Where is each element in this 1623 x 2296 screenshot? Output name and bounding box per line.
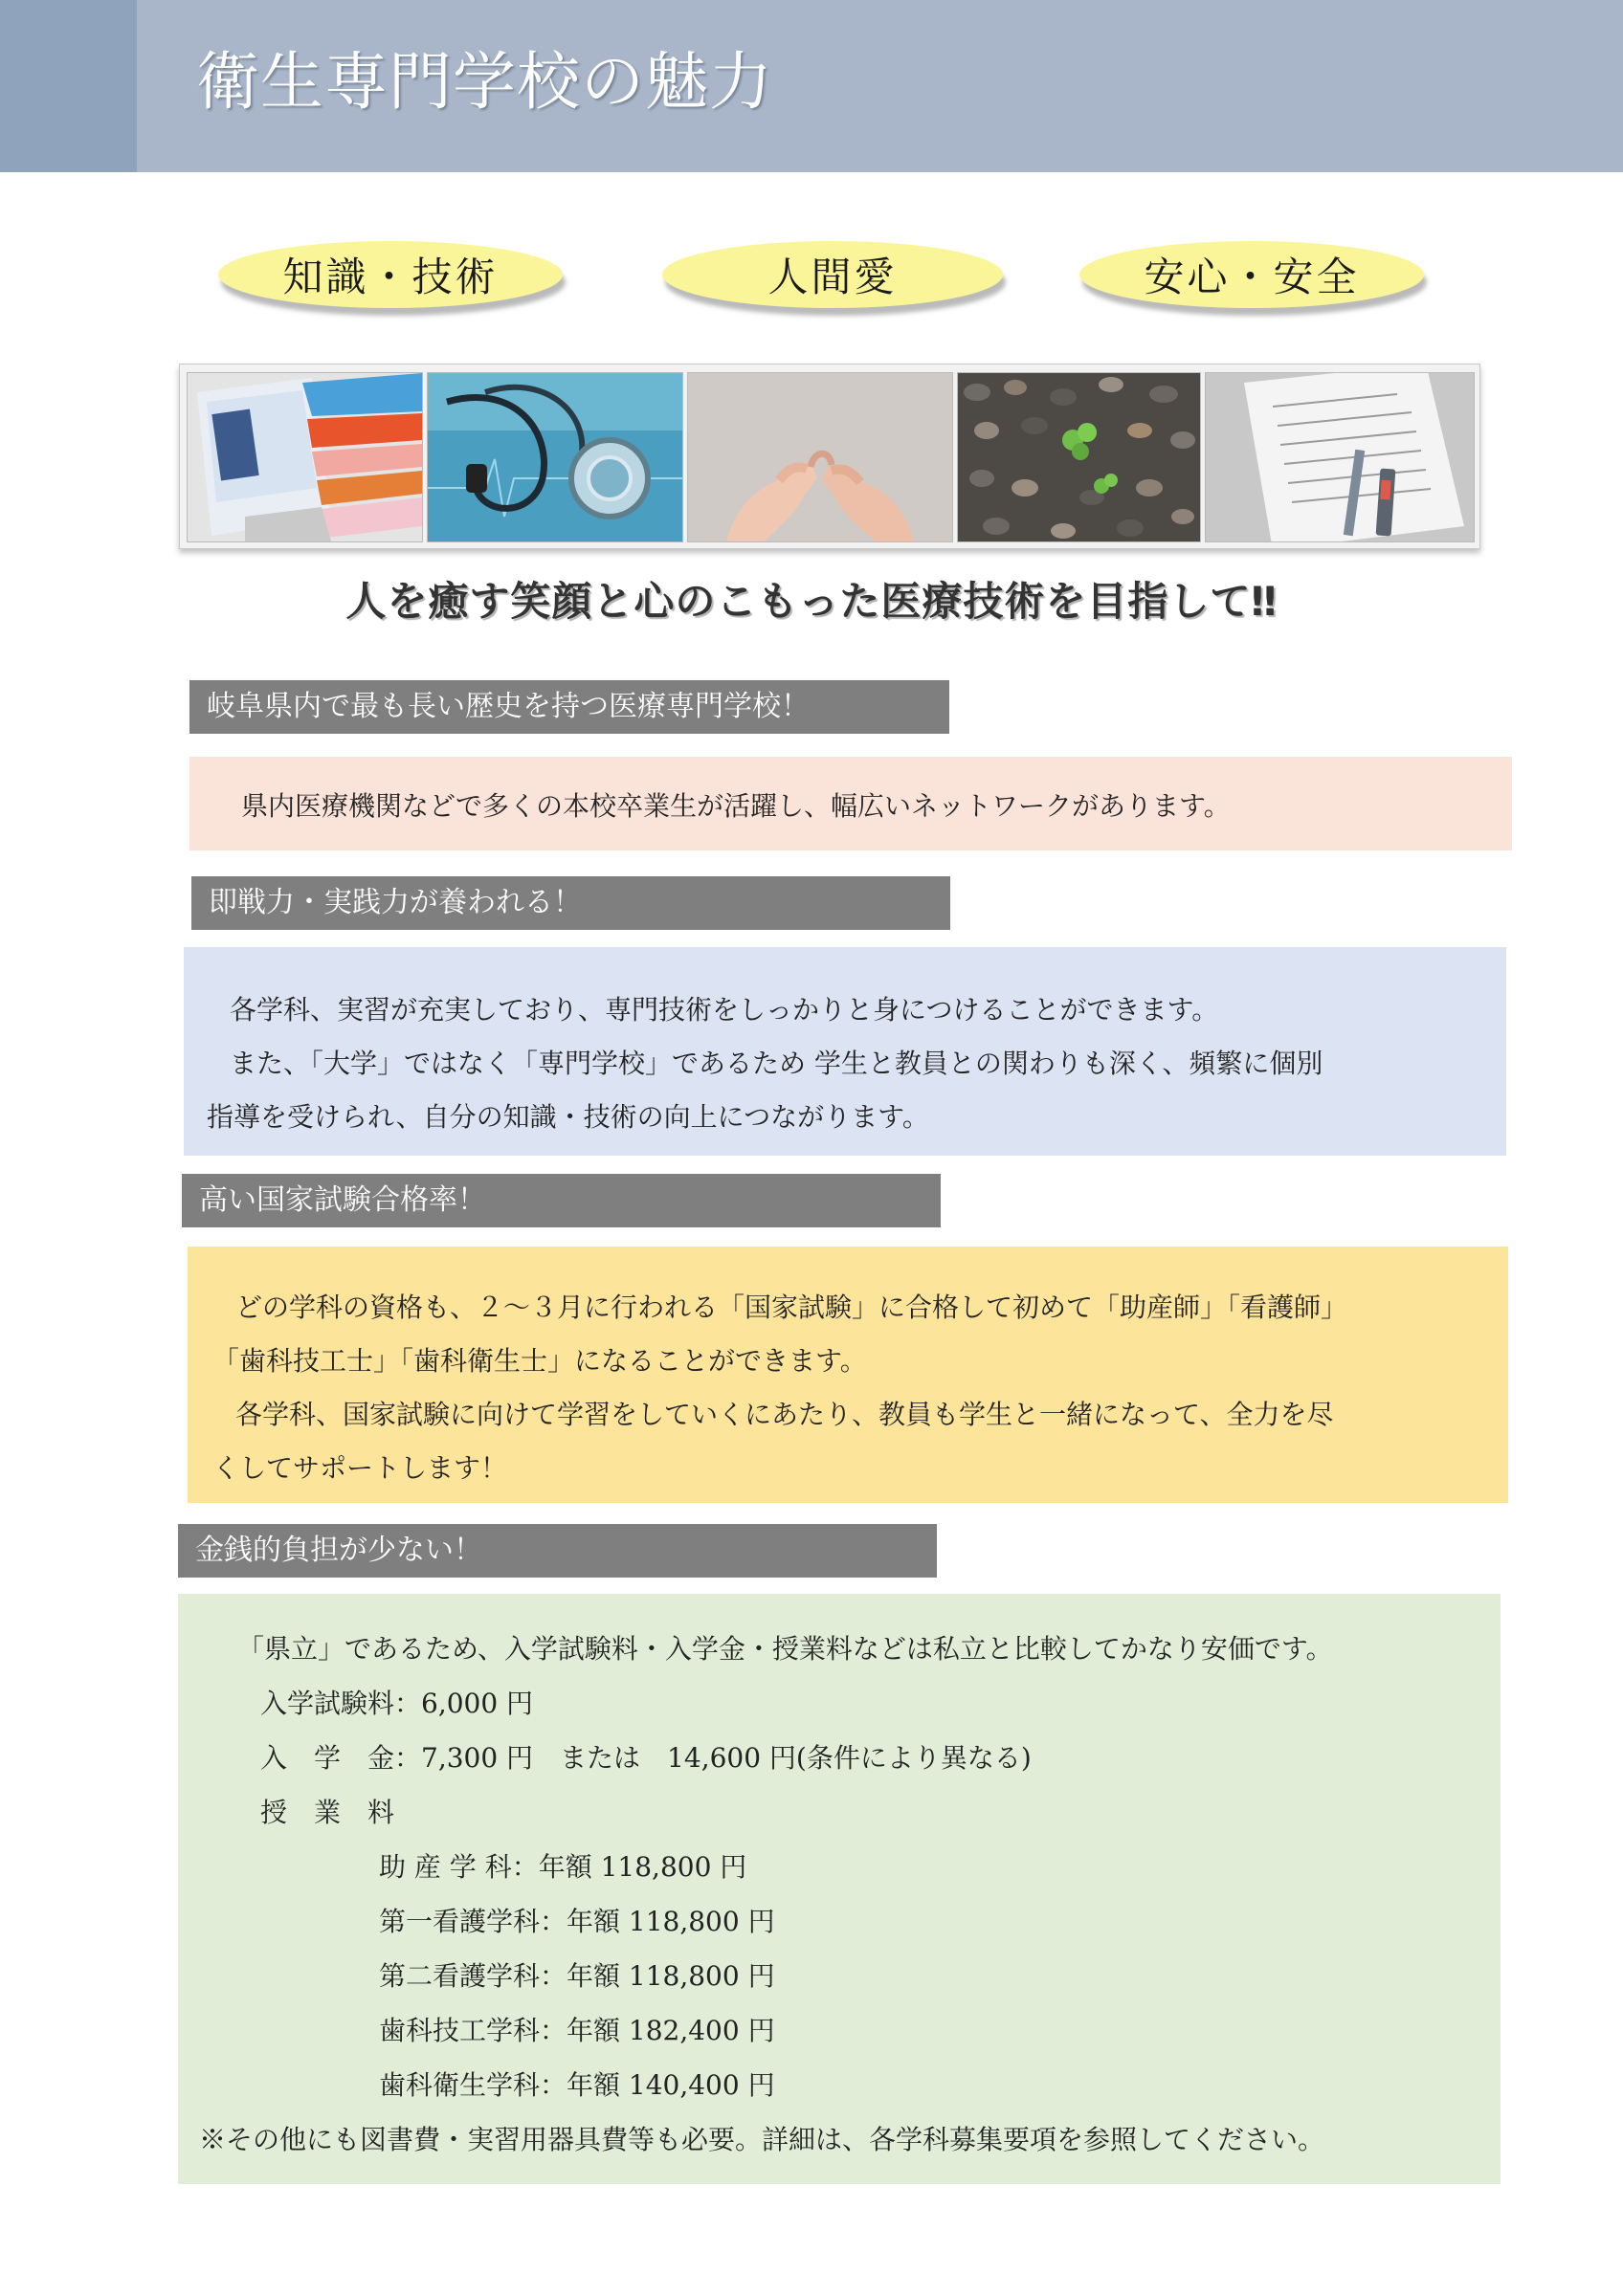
- section-heading-practice: 即戦力・実践力が養われる！: [191, 876, 950, 930]
- tuition-midwifery: 助 産 学 科：年額 118,800 円: [379, 1851, 747, 1883]
- tuition-dental-tech: 歯科技工学科：年額 182,400 円: [379, 2015, 775, 2046]
- exam-fee: 入学試験料：6,000 円: [260, 1688, 534, 1719]
- tuition-nursing-1: 第一看護学科：年額 118,800 円: [379, 1906, 775, 1937]
- stethoscope-photo: [427, 372, 683, 542]
- tuition-nursing-2: 第二看護学科：年額 118,800 円: [379, 1960, 775, 1992]
- cost-note: ※その他にも図書費・実習用器具費等も必要。詳細は、各学科募集要項を参照してください。: [199, 2124, 1325, 2155]
- textbook-stack-photo: [187, 372, 423, 542]
- section-text-line: 各学科、実習が充実しており、専門技術をしっかりと身につけることができます。: [230, 994, 1219, 1026]
- section-text-line: 指導を受けられ、自分の知識・技術の向上につながります。: [207, 1101, 929, 1133]
- pill-humanity: 人間愛: [662, 241, 1003, 308]
- section-box-exam: [188, 1247, 1508, 1503]
- section-text-line: どの学科の資格も、２～３月に行われる「国家試験」に合格して初めて「助産師」「看護師」: [235, 1292, 1348, 1323]
- section-heading-cost: 金銭的負担が少ない！: [178, 1524, 937, 1578]
- section-text-line: 「歯科技工士」「歯科衛生士」になることができます。: [212, 1345, 867, 1377]
- header-accent-block: [0, 0, 137, 172]
- section-text-line: くしてサポートします！: [212, 1452, 508, 1484]
- section-box-practice: [184, 947, 1506, 1156]
- section-text-line: 県内医療機関などで多くの本校卒業生が活躍し、幅広いネットワークがあります。: [241, 790, 1231, 822]
- section-heading-exam: 高い国家試験合格率！: [182, 1174, 941, 1227]
- section-heading-history: 岐阜県内で最も長い歴史を持つ医療専門学校！: [189, 680, 949, 734]
- pill-safety: 安心・安全: [1079, 241, 1424, 308]
- admission-fee: 入 学 金：7,300 円 または 14,600 円(条件により異なる): [260, 1742, 1032, 1774]
- tuition-dental-hygiene: 歯科衛生学科：年額 140,400 円: [379, 2069, 775, 2101]
- tagline: 人を癒す笑顔と心のこもった医療技術を目指して‼: [345, 578, 1278, 625]
- pill-knowledge-skill: 知識・技術: [218, 241, 563, 308]
- pinky-promise-photo: [687, 372, 953, 542]
- section-text-line: また、「大学」ではなく「専門学校」であるため 学生と教員との関わりも深く、頻繁に個別: [230, 1048, 1323, 1079]
- cost-intro: 「県立」であるため、入学試験料・入学金・授業料などは私立と比較してかなり安価です。: [237, 1633, 1333, 1665]
- sprout-in-gravel-photo: [957, 372, 1201, 542]
- document-and-pen-photo: [1205, 372, 1475, 542]
- page-header: [0, 0, 1623, 172]
- page-title: 衛生専門学校の魅力: [196, 45, 773, 119]
- section-text-line: 各学科、国家試験に向けて学習をしていくにあたり、教員も学生と一緒になって、全力を尽: [235, 1399, 1334, 1430]
- photo-strip: [179, 364, 1480, 549]
- section-box-cost: [178, 1594, 1501, 2184]
- section-box-history: [189, 757, 1512, 850]
- tuition-label: 授 業 料: [260, 1797, 395, 1828]
